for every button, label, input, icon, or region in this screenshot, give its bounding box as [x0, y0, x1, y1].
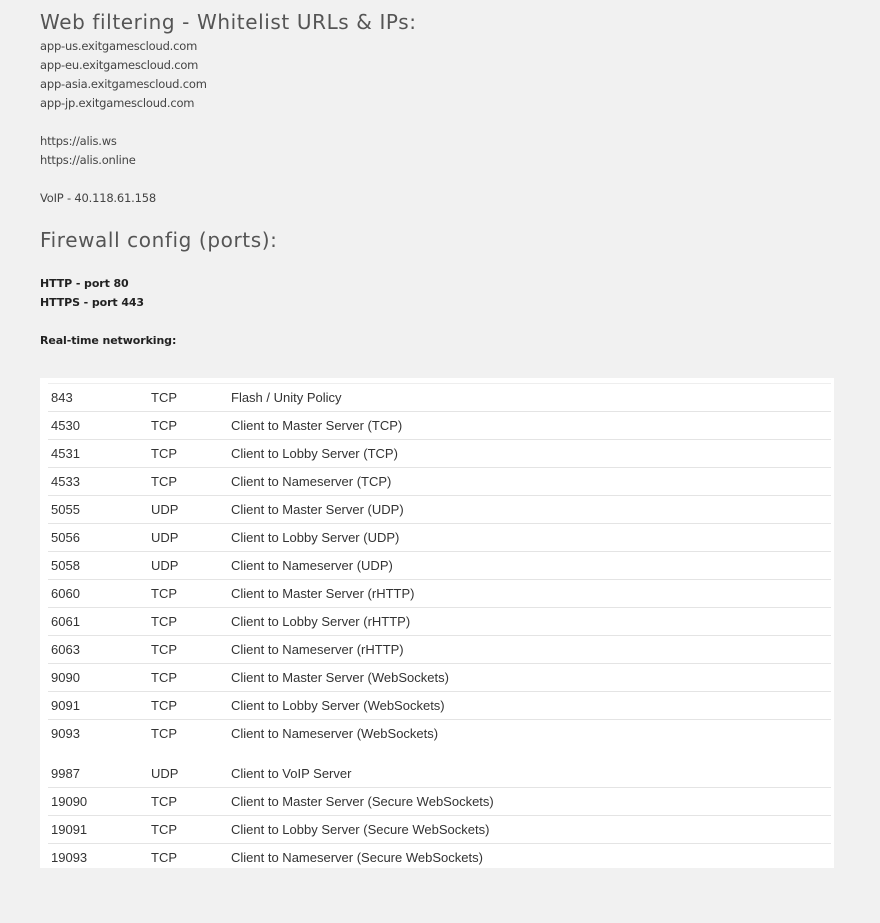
description-cell: Client to Master Server (TCP)	[228, 412, 831, 440]
description-cell: Client to Lobby Server (UDP)	[228, 524, 831, 552]
whitelist-host: app-asia.exitgamescloud.com	[40, 77, 207, 91]
port-cell: 9090	[48, 664, 148, 692]
protocol-cell: TCP	[148, 692, 228, 720]
table-row	[48, 844, 831, 872]
table-row	[48, 384, 831, 412]
protocol-cell: TCP	[148, 440, 228, 468]
protocol-cell: TCP	[148, 720, 228, 761]
table-row	[48, 720, 831, 761]
table-row	[48, 788, 831, 816]
table-row	[48, 524, 831, 552]
port-cell: 5056	[48, 524, 148, 552]
description-cell: Client to Master Server (WebSockets)	[228, 664, 831, 692]
protocol-cell: TCP	[148, 816, 228, 844]
whitelist-url: https://alis.ws	[40, 134, 117, 148]
port-cell: 19093	[48, 844, 148, 872]
protocol-cell: UDP	[148, 524, 228, 552]
table-row	[48, 608, 831, 636]
whitelist-host: app-eu.exitgamescloud.com	[40, 58, 199, 72]
table-row	[48, 580, 831, 608]
port-cell: 9091	[48, 692, 148, 720]
description-cell: Client to Master Server (rHTTP)	[228, 580, 831, 608]
protocol-cell: TCP	[148, 468, 228, 496]
description-cell: Client to Lobby Server (WebSockets)	[228, 692, 831, 720]
ports-table	[48, 383, 831, 871]
table-row	[48, 636, 831, 664]
whitelist-url: https://alis.online	[40, 153, 136, 167]
description-cell: Client to Lobby Server (rHTTP)	[228, 608, 831, 636]
https-port: HTTPS - port 443	[40, 296, 144, 309]
description-cell: Client to Lobby Server (Secure WebSockets)	[228, 816, 831, 844]
description-cell: Client to Nameserver (TCP)	[228, 468, 831, 496]
description-cell: Flash / Unity Policy	[228, 384, 831, 412]
description-cell: Client to Nameserver (UDP)	[228, 552, 831, 580]
protocol-cell: TCP	[148, 636, 228, 664]
protocol-cell: TCP	[148, 608, 228, 636]
firewall-heading: Firewall config (ports):	[40, 228, 278, 252]
port-cell: 19090	[48, 788, 148, 816]
protocol-cell: UDP	[148, 552, 228, 580]
port-cell: 6060	[48, 580, 148, 608]
description-cell: Client to Lobby Server (TCP)	[228, 440, 831, 468]
table-row	[48, 760, 831, 788]
port-cell: 6061	[48, 608, 148, 636]
protocol-cell: TCP	[148, 580, 228, 608]
port-cell: 9093	[48, 720, 148, 761]
realtime-label: Real-time networking:	[40, 334, 177, 347]
port-cell: 4533	[48, 468, 148, 496]
table-row	[48, 692, 831, 720]
description-cell: Client to Nameserver (rHTTP)	[228, 636, 831, 664]
description-cell: Client to VoIP Server	[231, 766, 352, 781]
protocol-cell: TCP	[148, 844, 228, 872]
whitelist-host: app-jp.exitgamescloud.com	[40, 96, 195, 110]
port-cell: 6063	[48, 636, 148, 664]
table-row	[48, 440, 831, 468]
voip-ip: VoIP - 40.118.61.158	[40, 191, 156, 205]
table-row	[48, 664, 831, 692]
ports-table-body	[48, 384, 831, 872]
description-cell: Client to Master Server (Secure WebSockets)	[228, 788, 831, 816]
table-row	[48, 496, 831, 524]
port-cell: 5058	[48, 552, 148, 580]
protocol-cell: UDP	[148, 496, 228, 524]
whitelist-heading: Web filtering - Whitelist URLs & IPs:	[40, 10, 417, 34]
protocol-cell: UDP	[151, 766, 179, 781]
port-cell: 843	[48, 384, 148, 412]
port-cell: 4531	[48, 440, 148, 468]
protocol-cell: TCP	[148, 412, 228, 440]
whitelist-host: app-us.exitgamescloud.com	[40, 39, 198, 53]
port-cell: 9987	[51, 766, 80, 781]
table-row	[48, 552, 831, 580]
table-row	[48, 412, 831, 440]
table-row	[48, 468, 831, 496]
protocol-cell: TCP	[148, 664, 228, 692]
port-cell: 5055	[48, 496, 148, 524]
table-row	[48, 816, 831, 844]
http-port: HTTP - port 80	[40, 277, 129, 290]
description-cell: Client to Nameserver (Secure WebSockets)	[228, 844, 831, 872]
ports-table-container	[40, 378, 834, 868]
port-cell: 19091	[48, 816, 148, 844]
description-cell: Client to Nameserver (WebSockets)	[228, 720, 831, 761]
protocol-cell: TCP	[148, 788, 228, 816]
description-cell: Client to Master Server (UDP)	[228, 496, 831, 524]
port-cell: 4530	[48, 412, 148, 440]
protocol-cell: TCP	[148, 384, 228, 412]
